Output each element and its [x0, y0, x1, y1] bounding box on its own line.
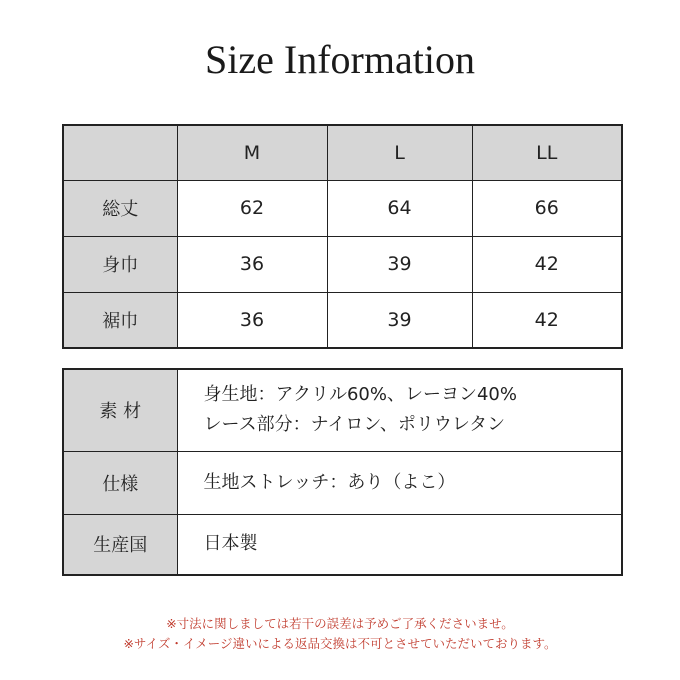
material-value — [177, 369, 622, 451]
info-table — [62, 368, 623, 576]
header-corner — [63, 125, 177, 180]
spec-row — [63, 451, 622, 514]
row-label-hem-width: 裾巾 — [63, 292, 177, 348]
table-cell: 42 — [472, 236, 622, 292]
material-line-body: 身生地：アクリル60%、レーヨン40% — [203, 384, 517, 406]
note-returns: ※サイズ・イメージ違いによる返品交換は不可とさせていただいております。 — [123, 636, 557, 651]
origin-row — [63, 514, 622, 575]
origin-label: 生産国 — [63, 514, 177, 575]
table-cell: 42 — [472, 292, 622, 348]
row-label-length: 総丈 — [63, 180, 177, 236]
table-cell: 62 — [177, 180, 327, 236]
table-cell: 64 — [327, 180, 472, 236]
table-cell: 36 — [177, 236, 327, 292]
spec-value: 生地ストレッチ：あり（よこ） — [177, 451, 622, 514]
column-header-l: L — [327, 125, 472, 180]
column-header-m: M — [177, 125, 327, 180]
table-cell: 39 — [327, 292, 472, 348]
notes — [0, 614, 680, 654]
size-table — [62, 124, 623, 349]
table-row — [63, 180, 622, 236]
note-measurement: ※寸法に関しましては若干の誤差は予めご了承くださいませ。 — [166, 616, 514, 631]
table-cell: 36 — [177, 292, 327, 348]
table-cell: 66 — [472, 180, 622, 236]
table-cell: 39 — [327, 236, 472, 292]
material-line-lace: レース部分：ナイロン、ポリウレタン — [203, 414, 506, 436]
table-row — [63, 292, 622, 348]
page-title: Size Information — [205, 37, 475, 82]
material-label: 素 材 — [63, 369, 177, 451]
spec-label: 仕様 — [63, 451, 177, 514]
origin-value: 日本製 — [177, 514, 622, 575]
size-table-header — [63, 125, 622, 180]
material-row — [63, 369, 622, 451]
table-row — [63, 236, 622, 292]
column-header-ll: LL — [472, 125, 622, 180]
row-label-body-width: 身巾 — [63, 236, 177, 292]
